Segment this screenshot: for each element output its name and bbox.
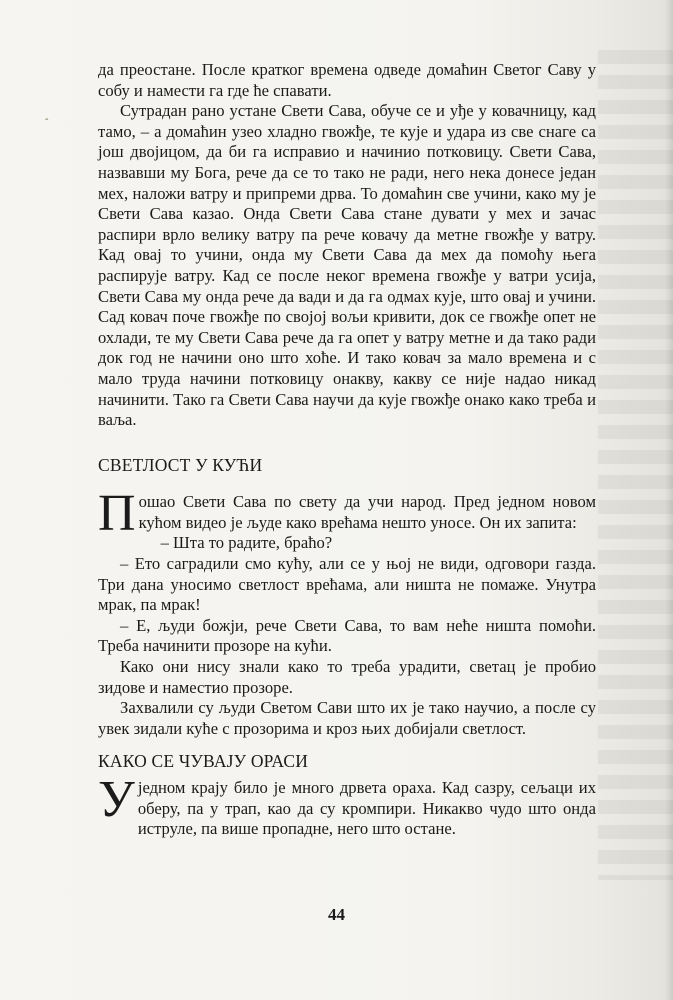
paragraph-text: једном крају било је много дрвета ораха. Кад сазру, сељаци их оберу, па у трап, као да су кромпири. Никакво чудо што онда иструле, па више пропадне, него што остане.	[137, 778, 596, 839]
paragraph: Сутрадан рано устане Свети Сава, обуче се и уђе у ковачницу, кад тамо, – а домаћин узео хладно гвожђе, те кује и удара из све снаге са још двојицом, да би га исправио и начинио потковицу. Свети Сава, назвавши му Бога, рече да се то тако не ради, него нека донесе један мех, наложи ватру и припреми дрва. То домаћин све учини, како му је Свети Сава казао. Онда Свети Сава стане дувати у мех и зачас распири врло велику ватру па рече ковачу да метне гвожђе у ватру. Кад овај то учини, онда му Свети Сава да мех да помоћу њега распирује ватру. Кад се после неког времена гвожђе у ватри усија, Свети Сава му онда рече да вади и да га одмах кује, што овај и учини. Сад ковач поче гвожђе по својој вољи кривити, док се гвожђе опет не охлади, те му Свети Сава рече да га опет у ватру метне и да тако ради док год не начини оно што хоће. И тако ковач за мало времена и с мало труда начини потковицу онакву, какву се није надао никад начинити. Тако га Свети Сава научи да кује гвожђе онако како треба и ваља.	[98, 101, 596, 430]
margin-mark: ˆ	[45, 118, 49, 129]
dialog-line: – Шта то радите, браћо?	[160, 533, 333, 553]
drop-cap: П	[98, 485, 136, 543]
dialog-line: – Ето саградили смо кућу, али се у њој не види, одговори газда. Три дана уносимо светлост врећама, али ништа не помаже. Унутра мрак, па мрак!	[98, 554, 596, 615]
page-content	[98, 60, 596, 840]
paragraph: да преостане. После кратког времена одведе домаћин Светог Саву у собу и намести га где ће спавати.	[98, 60, 596, 100]
dialog-line: – Е, људи божји, рече Свети Сава, то вам неће ништа помоћи. Треба начинити прозоре на кући.	[98, 615, 596, 656]
paragraph: Како они нису знали како то треба урадити, светац је пробио зидове и наместио прозоре.	[98, 657, 596, 697]
page-spine-shadow	[665, 0, 673, 1000]
page-number: 44	[328, 905, 345, 924]
section-heading: СВЕТЛОСТ У КУЋИ	[98, 454, 263, 475]
paragraph: Захвалили су људи Светом Сави што их је тако научио, а после су увек зидали куће с прозорима и кроз њих добијали светлост.	[98, 698, 596, 738]
drop-cap: У	[98, 771, 135, 828]
bleed-through-text	[598, 50, 673, 880]
paragraph-text: ошао Свети Сава по свету да учи народ. Пред једном новом кућом видео је људе како врећама нешто уносе. Он их запита:	[138, 492, 596, 532]
section-heading: КАКО СЕ ЧУВАЈУ ОРАСИ	[98, 751, 309, 772]
paragraph-with-dropcap	[98, 771, 596, 840]
